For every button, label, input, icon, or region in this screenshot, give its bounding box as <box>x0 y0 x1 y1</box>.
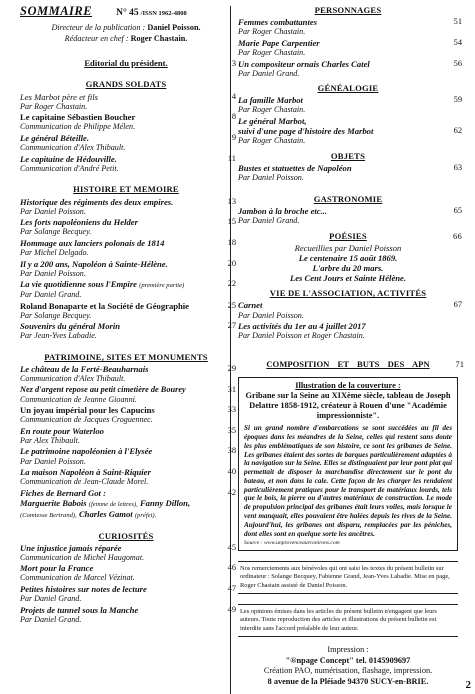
section-title: GASTRONOMIE <box>313 193 383 204</box>
toc-entry[interactable] <box>20 542 236 563</box>
composition-label: COMPOSITION ET BUTS DES APN <box>266 358 430 369</box>
entry-note: (femme de lettres), <box>88 500 138 508</box>
entry-title: Bustes et statuettes de Napoléon <box>238 163 352 173</box>
page-ref: 67 <box>453 300 462 310</box>
toc-entry[interactable] <box>20 91 236 112</box>
left-column <box>20 0 236 624</box>
entry-subtitle: Marguerite Babois <box>20 497 87 508</box>
entry-title: Hommage aux lanciers polonais de 1814 <box>20 237 165 248</box>
toc-entry[interactable] <box>20 604 236 625</box>
entry-title: Fiches de Bernard Got : <box>20 487 106 498</box>
toc-entry[interactable] <box>20 196 236 217</box>
entry-author: Par Roger Chastain. <box>238 27 306 37</box>
cover-illustration-box <box>238 377 458 551</box>
page-ref: 49 <box>227 604 236 614</box>
page-ref: 66 <box>453 230 462 241</box>
entry-author: Par Roger Chastain. <box>238 47 306 57</box>
page-ref: 25 <box>227 300 236 310</box>
entry-author: Par Daniel Poisson. <box>238 173 304 183</box>
entry-title: Une injustice jamais réparée <box>20 542 122 553</box>
toc-entry[interactable] <box>20 446 236 466</box>
entry-title: Femmes combattantes <box>238 17 318 28</box>
entry-subtitle: Fanny Dillon, <box>139 497 191 508</box>
entry-title: Souvenirs du général Morin <box>20 321 121 332</box>
entry-author: Par Daniel Grand. <box>20 614 82 624</box>
thanks-note: Nos remerciements aux bénévoles qui ont saisi les textes du présent bulletin sur ordinateur : Solange Becquey, Fabienne Grand, Jean-Yves Labadie. Mise en page, Roger Chastain assisté de Daniel Poisson. <box>238 561 458 594</box>
masthead <box>20 4 232 19</box>
poem-title: Le centenaire 15 août 1869. <box>298 252 398 263</box>
toc-entry[interactable] <box>20 384 236 404</box>
entry-author: Par Roger Chastain. <box>238 136 306 146</box>
entry-title: La maison Napoléon à Saint-Riquier <box>20 467 151 478</box>
entry-author: Communication d'Alex Thibault. <box>20 374 126 384</box>
entry-title: Carnet <box>238 300 263 311</box>
entry-title: Projets de tunnel sous la Manche <box>20 604 139 615</box>
toc-entry[interactable] <box>20 321 236 341</box>
section-title: PERSONNAGES <box>314 5 382 15</box>
toc-entry[interactable] <box>20 563 236 583</box>
entry-title: Le général Béteille. <box>20 132 89 143</box>
entry-author: Par Daniel Grand. <box>20 290 82 300</box>
poem-title: L'arbre du 20 mars. <box>312 262 384 273</box>
toc-entry[interactable] <box>238 37 462 58</box>
entry-author: Par Daniel Poisson. <box>20 206 86 216</box>
page-ref: 45 <box>227 542 236 552</box>
page-ref: 38 <box>227 446 236 456</box>
editorial-label: Editorial du président. <box>84 58 168 69</box>
entry-author: Communication de Jeanne Gioanni. <box>20 394 137 404</box>
impression-block <box>238 645 458 687</box>
entry-title: Les forts napoléoniens du Helder <box>20 217 138 228</box>
entry-author: Par Daniel Poisson. <box>20 456 86 466</box>
entry-title: Marie Pape Carpentier <box>238 37 320 48</box>
poesies-list <box>238 243 458 284</box>
cover-source: Source : www.unprovenceaurconirons.com <box>244 540 340 547</box>
director-name: Daniel Poisson. <box>147 23 201 33</box>
cover-caption: Gribane sur la Seine au XIXème siècle, tableau de Joseph Delattre 1858-1912, créateur à Rouen d'une "Académie impressionniste". <box>245 390 451 421</box>
entry-author: Par Daniel Grand. <box>238 215 300 225</box>
toc-entry[interactable] <box>20 405 236 425</box>
entry-title: Nez d'argent repose au petit cimetière de Bourey <box>20 384 186 394</box>
right-column <box>238 0 464 687</box>
printer-services: Création PAO, numérisation, flashage, impression. <box>263 666 433 676</box>
toc-entry[interactable] <box>238 205 462 226</box>
entry-note: (préfet). <box>134 511 157 519</box>
toc-entry[interactable] <box>238 17 462 37</box>
toc-entry[interactable] <box>238 116 462 146</box>
page-ref: 63 <box>453 163 462 172</box>
page-ref: 4 <box>231 91 236 101</box>
page-ref: 54 <box>453 37 462 47</box>
toc-entry[interactable] <box>20 112 236 132</box>
toc-entry[interactable] <box>20 217 236 237</box>
toc-entry[interactable] <box>20 364 236 384</box>
entry-subtitle: suivi d'une page d'histoire des Marbot <box>238 126 374 137</box>
page-ref: 71 <box>455 358 464 369</box>
sommaire-title: SOMMAIRE <box>20 4 93 18</box>
entry-title: Il y a 200 ans, Napoléon à Sainte-Hélène. <box>20 258 168 269</box>
page-ref: 3 <box>231 58 236 69</box>
toc-entry[interactable] <box>20 279 236 300</box>
printer-address: 8 avenue de la Pléiade 94370 SUCY-en-BRIE. <box>267 676 429 686</box>
toc-entry[interactable] <box>20 300 236 321</box>
entry-title: Historique des régiments des deux empires. <box>20 196 174 207</box>
page-ref: 13 <box>227 196 236 206</box>
page-ref: 15 <box>227 217 236 227</box>
page-ref: 18 <box>227 237 236 247</box>
entry-title: Les Marbot père et fils <box>20 91 98 102</box>
director-label: Directeur de la publication : <box>51 23 146 33</box>
page-ref: 31 <box>227 384 236 394</box>
entry-title: Le capitaine de Hédouville. <box>20 153 117 164</box>
page-ref: 46 <box>227 563 236 573</box>
page-ref: 51 <box>453 17 462 27</box>
page-ref: 33 <box>227 405 236 415</box>
entry-title: Roland Bonaparte et la Société de Géographie <box>20 300 189 311</box>
entry-title: Les activités du 1er au 4 juillet 2017 <box>238 321 366 332</box>
entry-author: Par Daniel Grand. <box>238 68 300 78</box>
cover-heading <box>244 381 452 421</box>
page-ref: 22 <box>227 279 236 289</box>
entry-author: Par Daniel Poisson. <box>238 310 304 320</box>
entry-author: Par Michel Delgado. <box>20 248 89 258</box>
entry-author: Par Alex Thibault. <box>20 435 80 445</box>
toc-entry[interactable] <box>20 237 236 258</box>
entry-author: Par Solange Becquey. <box>20 310 92 320</box>
toc-entry[interactable] <box>20 153 236 174</box>
page-ref: 62 <box>453 126 462 136</box>
entry-title: Le général Marbot, <box>238 116 307 127</box>
entry-author: Communication de Jean-Claude Morel. <box>20 477 149 487</box>
toc-entry[interactable] <box>20 132 236 153</box>
page-ref: 9 <box>231 132 236 142</box>
page-ref: 29 <box>227 364 236 374</box>
entry-author: Par Jean-Yves Labadie. <box>20 331 97 341</box>
entry-author: Par Roger Chastain. <box>20 101 88 111</box>
entry-title: Petites histoires sur notes de lecture <box>20 584 147 595</box>
composition-entry[interactable] <box>238 358 464 369</box>
page-ref: 35 <box>227 425 236 435</box>
toc-entry[interactable] <box>20 425 236 446</box>
page-ref: 11 <box>227 153 236 163</box>
toc-entry[interactable] <box>20 584 236 604</box>
entry-title: Jambon à la broche etc... <box>238 205 328 216</box>
toc-entry[interactable] <box>238 95 462 115</box>
entry-author: Par Solange Becquey. <box>20 227 92 237</box>
section-title: PATRIMOINE, SITES ET MONUMENTS <box>44 351 208 362</box>
entry-title: La famille Marbot <box>238 95 303 106</box>
page-ref: 27 <box>227 321 236 331</box>
entry-author: Par Daniel Grand. <box>20 594 82 604</box>
entry-author: Communication d'André Petit. <box>20 163 119 173</box>
entry-subtitle: Charles Gamot <box>78 508 133 519</box>
section-title: GRANDS SOLDATS <box>85 79 167 90</box>
printer-name: "®npage Concept" tel. 0145909697 <box>285 655 411 665</box>
page-ref: 59 <box>453 95 462 105</box>
entry-author: Communication d'Alex Thibault. <box>20 143 126 153</box>
entry-title: Mort pour la France <box>20 563 94 574</box>
entry-author: Par Roger Chastain. <box>238 105 306 115</box>
entry-author: Par Daniel Poisson et Roger Chastain. <box>238 331 365 341</box>
impression-label: Impression : <box>327 644 369 654</box>
editor-name: Roger Chastain. <box>130 34 188 44</box>
poesies-label: POÉSIES <box>329 230 367 241</box>
credits <box>20 22 232 44</box>
entry-author: Communication de Philippe Mélen. <box>20 122 136 132</box>
editor-label: Rédacteur en chef : <box>64 34 129 44</box>
page-ref: 47 <box>227 584 236 594</box>
entry-author: Communication de Jacques Croguennec. <box>20 415 153 425</box>
page-ref: 8 <box>231 112 236 122</box>
entry-note: (Comtesse Bertrand), <box>20 511 77 519</box>
page-ref: 20 <box>227 258 236 268</box>
section-title: GÉNÉALOGIE <box>317 83 379 94</box>
toc-entry[interactable] <box>238 58 462 79</box>
toc-entry[interactable] <box>238 300 462 320</box>
page-ref: 56 <box>453 58 462 68</box>
entry-note: (première partie) <box>139 282 185 290</box>
poesies-title[interactable] <box>238 230 462 241</box>
entry-title: Le patrimoine napoléonien à l'Elysée <box>20 446 153 457</box>
entry-title: Un joyau impérial pour les Capucins <box>20 405 155 416</box>
editorial-entry[interactable] <box>20 58 236 69</box>
section-title: CURIOSITÉS <box>98 530 154 541</box>
cover-heading-label: Illustration de la couverture : <box>295 380 401 390</box>
page-number: 2 <box>465 679 471 692</box>
entry-author: Communication de Marcel Vézinat. <box>20 573 135 583</box>
toc-entry[interactable] <box>20 467 236 487</box>
entry-author: Par Daniel Poisson. <box>20 268 86 278</box>
toc-entry-fiches[interactable] <box>20 487 236 520</box>
entry-title: Le château de la Ferté-Beauharnais <box>20 364 149 375</box>
section-title: OBJETS <box>330 150 366 161</box>
entry-author: Communication de Michel Haugomat. <box>20 552 145 562</box>
entry-title: Le capitaine Sébastien Boucher <box>20 112 136 123</box>
poesies-author: Recueillies par Daniel Poisson <box>294 242 402 253</box>
cover-description: Si un grand nombre d'embarcations se sont succédées au fil des époques dans les méandres de la Seine, celles qui restent sans doute les plus emblématiques de son histoire, ce sont les gribanes de Seine. Les gribanes étaient des sortes de barques particulièrement adaptées à la navigation sur la Seine. Elles se distinguaient par leur pont plat qui permettait de disposer la marchandise directement sur le pont du bateau, et non dans la cale. Cette façon de les charger les rendaient particulièrement pratiques pour le transport de matériaux lourds, tels que le bois, la pierre ou d'autres matériaux de construction. Le mode de propulsion principal des gribanes était leurs voiles, mais lorsque le vent manquait, elles pouvaient être halées depuis les rives de la Seine. Aujourd'hui, les gribanes ont disparu, remplacées par les péniches, dont elles sont en quelque sorte les ancêtres. <box>244 424 452 538</box>
page-ref: 65 <box>453 205 462 215</box>
poem-title: Les Cent Jours et Sainte Hélène. <box>289 273 406 284</box>
entry-title: Un compositeur ornais Charles Catel <box>238 58 370 69</box>
toc-entry[interactable] <box>238 163 462 183</box>
issn: /ISSN 1962-4808 <box>140 10 187 17</box>
section-title: HISTOIRE ET MEMOIRE <box>73 184 179 195</box>
issue-number: N° 45 <box>116 8 139 18</box>
page-ref: 40 <box>227 467 236 477</box>
entry-title: La vie quotidienne sous l'Empire <box>20 279 137 290</box>
page-ref: 42 <box>227 487 236 497</box>
section-title: VIE DE L'ASSOCIATION, ACTIVITÉS <box>269 288 427 299</box>
entry-title: En route pour Waterloo <box>20 425 104 436</box>
toc-entry[interactable] <box>238 321 458 341</box>
toc-entry[interactable] <box>20 258 236 279</box>
disclaimer-note: Les opinions émises dans les articles du présent bulletin n'engagent que leurs auteurs. Toute reproduction des articles et illustrations du présent bulletin est interdite sans l'accord préalable de leur auteur. <box>238 604 458 637</box>
